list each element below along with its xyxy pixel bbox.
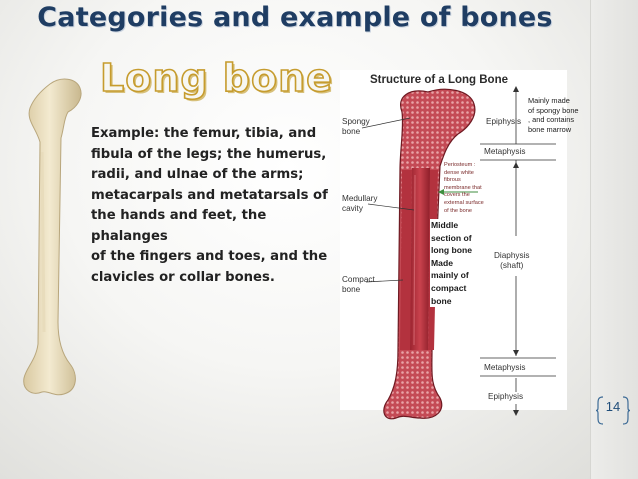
note-line: dense white xyxy=(444,169,474,176)
body-line: fibula of the legs; the humerus, xyxy=(91,146,327,162)
note-line: external surface xyxy=(444,199,484,206)
label-metaphysis-bottom: Metaphysis xyxy=(484,363,526,372)
note-line: of the bone xyxy=(444,207,472,214)
label-spongy-bone xyxy=(342,117,370,136)
label-line: bone xyxy=(342,284,361,294)
middle-section-note xyxy=(430,219,473,307)
page-title: Categories and example of bones xyxy=(37,2,553,33)
note-line: compact xyxy=(431,282,467,293)
note-line: bone marrow xyxy=(528,124,572,134)
note-line: mainly of xyxy=(431,270,469,281)
note-line: , and contains xyxy=(528,115,575,125)
note-line: Middle xyxy=(431,220,459,230)
label-line: Spongy xyxy=(342,117,370,126)
periosteum-note xyxy=(444,162,484,215)
note-line: section of xyxy=(431,232,472,243)
label-line: Medullary xyxy=(342,194,378,203)
body-line: metacarpals and metatarsals of xyxy=(91,187,328,203)
note-line: Periosteum : xyxy=(444,162,476,168)
note-line: bone xyxy=(431,295,452,306)
note-line: fibrous xyxy=(444,177,461,184)
label-line: bone xyxy=(342,126,361,136)
body-line: of the fingers and toes, and the xyxy=(91,249,328,264)
label-metaphysis-top: Metaphysis xyxy=(484,147,526,156)
label-medullary-cavity xyxy=(342,194,378,213)
label-line: Compact xyxy=(342,275,375,284)
body-line: Example: the femur, tibia, and xyxy=(91,126,317,141)
label-line: Diaphysis xyxy=(494,251,530,260)
body-line: radii, and ulnae of the arms; xyxy=(91,167,304,182)
note-line: of spongy bone xyxy=(528,105,579,115)
label-line: cavity xyxy=(342,203,363,213)
label-epiphysis-top: Epiphysis xyxy=(486,117,522,126)
body-line: the hands and feet, the phalanges xyxy=(91,208,267,244)
long-bone-heading: Long bone xyxy=(100,56,333,100)
label-diaphysis xyxy=(494,251,530,270)
note-line: long bone xyxy=(431,245,473,256)
page-number: 14 xyxy=(605,399,621,414)
label-compact-bone xyxy=(342,275,375,294)
note-line: Made xyxy=(431,257,453,268)
spongy-bone-note xyxy=(528,96,579,134)
note-line: covers the xyxy=(444,192,470,199)
note-line: Mainly made xyxy=(528,96,570,105)
diagram-title: Structure of a Long Bone xyxy=(370,74,508,86)
note-line: membrane that xyxy=(444,184,482,191)
label-line: (shaft) xyxy=(500,260,524,270)
label-epiphysis-bottom: Epiphysis xyxy=(488,392,524,401)
body-line: clavicles or collar bones. xyxy=(91,269,275,285)
